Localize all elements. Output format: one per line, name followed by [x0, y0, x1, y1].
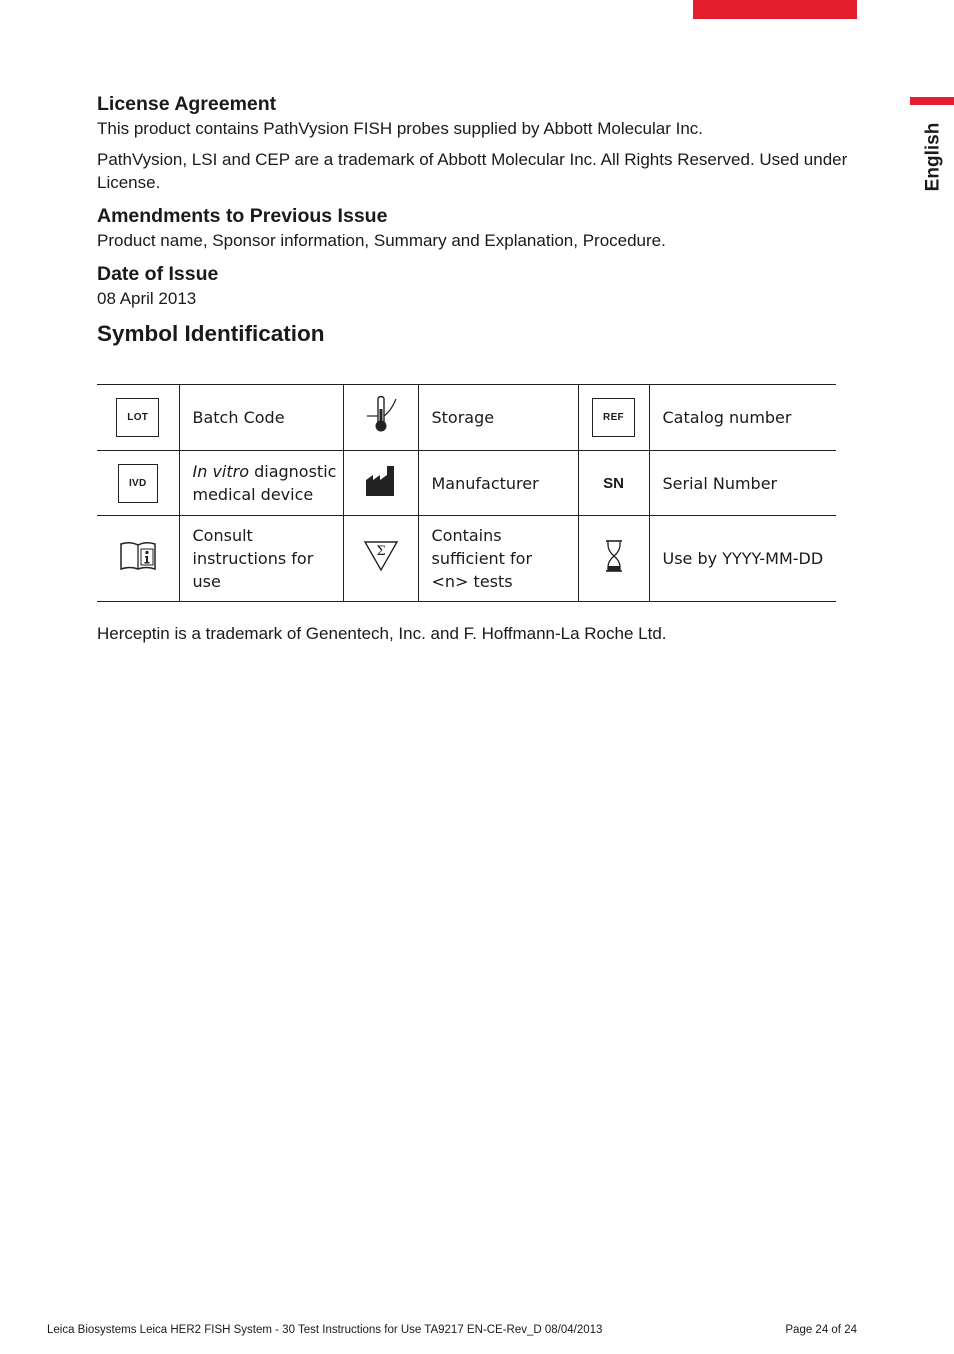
amendments-heading: Amendments to Previous Issue	[97, 205, 388, 227]
use-by-label: Use by YYYY-MM-DD	[649, 516, 836, 602]
batch-code-label: Batch Code	[179, 385, 343, 451]
storage-label: Storage	[418, 385, 578, 451]
lot-icon: LOT	[116, 398, 159, 437]
trademark-note: Herceptin is a trademark of Genentech, Inc. and F. Hoffmann-La Roche Ltd.	[97, 624, 667, 643]
sn-icon: SN	[603, 475, 624, 492]
table-row	[97, 385, 836, 451]
ref-symbol-cell	[578, 385, 649, 451]
thermometer-icon	[363, 395, 399, 435]
consult-instructions-label: Consult instructions for use	[179, 516, 343, 602]
language-tab-label: English	[922, 122, 943, 192]
book-info-icon	[118, 540, 158, 572]
table-row	[97, 451, 836, 516]
sufficient-for-label: Contains sufficient for <n> tests	[418, 516, 578, 602]
serial-number-label: Serial Number	[649, 451, 836, 516]
manufacturer-symbol-cell	[343, 451, 418, 516]
amendments-text: Product name, Sponsor information, Summary and Explanation, Procedure.	[97, 231, 666, 250]
top-accent-bar	[693, 0, 857, 19]
ivd-symbol-cell	[97, 451, 179, 516]
sn-symbol-cell	[578, 451, 649, 516]
sigma-triangle-icon	[363, 540, 399, 572]
ref-icon: REF	[592, 398, 635, 437]
date-of-issue-text: 08 April 2013	[97, 289, 197, 308]
svg-text:Σ: Σ	[375, 543, 386, 559]
use-by-symbol-cell	[578, 516, 649, 602]
main-content	[97, 92, 857, 348]
license-paragraph-2: PathVysion, LSI and CEP are a trademark of Abbott Molecular Inc. All Rights Reserved. Used under License.	[97, 150, 848, 192]
catalog-number-label: Catalog number	[649, 385, 836, 451]
ivd-label-italic: In vitro	[192, 462, 249, 481]
manufacturer-label: Manufacturer	[418, 451, 578, 516]
language-tab	[914, 112, 952, 202]
instructions-symbol-cell	[97, 516, 179, 602]
symbol-table	[97, 384, 836, 602]
lot-symbol-cell	[97, 385, 179, 451]
license-paragraph-1: This product contains PathVysion FISH probes supplied by Abbott Molecular Inc.	[97, 119, 704, 138]
footer-document-info: Leica Biosystems Leica HER2 FISH System - 30 Test Instructions for Use TA9217 EN-CE-Rev_D 08/04/2013	[47, 1324, 603, 1336]
ivd-label	[179, 451, 343, 516]
table-row	[97, 516, 836, 602]
page-footer	[47, 1324, 857, 1336]
sufficient-symbol-cell	[343, 516, 418, 602]
symbol-identification-heading: Symbol Identification	[97, 321, 325, 346]
factory-icon	[364, 462, 398, 498]
ivd-icon: IVD	[118, 464, 158, 503]
ivd-label-rest: diagnostic medical device	[192, 462, 337, 504]
storage-symbol-cell	[343, 385, 418, 451]
footer-page-number: Page 24 of 24	[785, 1324, 857, 1336]
hourglass-icon	[603, 539, 625, 573]
date-of-issue-heading: Date of Issue	[97, 263, 219, 285]
license-heading: License Agreement	[97, 93, 277, 115]
side-accent-bar	[910, 97, 954, 105]
